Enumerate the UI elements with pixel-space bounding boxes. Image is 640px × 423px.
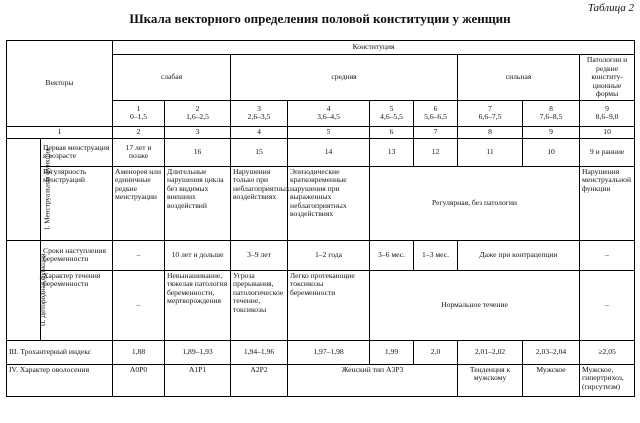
row-label-trochanteric: III. Трохантерный индекс <box>7 340 113 364</box>
table-cell: 1,99 <box>370 340 414 364</box>
table-cell-merged: Нормальное течение <box>370 270 580 340</box>
table-cell: Длительные нарушения цикла без видимых внешних воздействий <box>165 166 231 240</box>
table-cell: Угроза прерывания, патологическое течение, токсикозы <box>231 270 288 340</box>
table-cell: 9 и ранние <box>580 138 635 166</box>
table-cell: Легко протекающие токсикозы беременности <box>288 270 370 340</box>
table-cell: 2,01–2,02 <box>458 340 523 364</box>
table-cell: Мужское, гипертрихоз, (гирсутизм) <box>580 364 635 396</box>
table-cell-merged: Даже при контрацепции <box>458 240 580 270</box>
table-cell: 1,97–1,98 <box>288 340 370 364</box>
row-label-pregnancy-onset: Сроки наступления беременности <box>41 240 113 270</box>
col-header-2: 2 1,6–2,5 <box>165 100 231 126</box>
table-cell: 10 <box>523 138 580 166</box>
col-number: 8 <box>458 126 523 138</box>
table-cell: А1Р1 <box>165 364 231 396</box>
col-number: 3 <box>165 126 231 138</box>
col-header-1: 1 0–1,5 <box>113 100 165 126</box>
col-header-6: 6 5,6–6,5 <box>414 100 458 126</box>
col-number: 2 <box>113 126 165 138</box>
col-header-9: 9 8,6–9,0 <box>580 100 635 126</box>
col-number: 5 <box>288 126 370 138</box>
section-childbearing: II. Детородная функция <box>7 240 41 340</box>
table-cell: Тенденция к мужскому <box>458 364 523 396</box>
table-cell: 11 <box>458 138 523 166</box>
table-cell: Аменорея или единичные редкие менструации <box>113 166 165 240</box>
table-cell-merged: Женский тип А3Р3 <box>288 364 458 396</box>
col-number: 4 <box>231 126 288 138</box>
table-cell: – <box>580 270 635 340</box>
table-number: Таблица 2 <box>587 2 634 14</box>
table-cell: 1,94–1,96 <box>231 340 288 364</box>
table-cell: 2,03–2,04 <box>523 340 580 364</box>
col-number: 10 <box>580 126 635 138</box>
row-label-hair: IV. Характер оволосения <box>7 364 113 396</box>
table-cell: Мужское <box>523 364 580 396</box>
table-cell: ≥2,05 <box>580 340 635 364</box>
col-header-7: 7 6,6–7,5 <box>458 100 523 126</box>
table-cell: 10 лет и дольше <box>165 240 231 270</box>
table-cell: 1,88 <box>113 340 165 364</box>
table-cell: А0Р0 <box>113 364 165 396</box>
group-strong: сильная <box>458 55 580 101</box>
group-medium: средняя <box>231 55 458 101</box>
table-cell: 2,0 <box>414 340 458 364</box>
col-number: 9 <box>523 126 580 138</box>
col-number: 1 <box>7 126 113 138</box>
row-label-first-menstruation: Первая менструация в возрасте <box>41 138 113 166</box>
col-header-5: 5 4,6–5,5 <box>370 100 414 126</box>
table-cell: 3–9 лет <box>231 240 288 270</box>
table-cell: – <box>580 240 635 270</box>
vectors-header: Векторы <box>7 41 113 127</box>
row-label-pregnancy-course: Характер течения беременности <box>41 270 113 340</box>
table-cell: 13 <box>370 138 414 166</box>
table-cell: 1–3 мес. <box>414 240 458 270</box>
table-cell: 14 <box>288 138 370 166</box>
constitution-header: Конституция <box>113 41 635 55</box>
table-cell: Нарушения менструальной функции <box>580 166 635 240</box>
group-weak: слабая <box>113 55 231 101</box>
table-cell: А2Р2 <box>231 364 288 396</box>
table-cell: 1–2 года <box>288 240 370 270</box>
row-label-regularity: Регулярность менструаций <box>41 166 113 240</box>
table-cell: Эпизодические кратковременные нарушения при выраженных неблагоприятных воздействиях <box>288 166 370 240</box>
col-number: 6 <box>370 126 414 138</box>
col-header-3: 3 2,6–3,5 <box>231 100 288 126</box>
table-cell: 15 <box>231 138 288 166</box>
table-cell: 1,89–1,93 <box>165 340 231 364</box>
table-cell: 16 <box>165 138 231 166</box>
table-cell: – <box>113 270 165 340</box>
col-header-8: 8 7,6–8,5 <box>523 100 580 126</box>
table-cell: – <box>113 240 165 270</box>
group-pathology: Патологии и редкие конститу-ционные формы <box>580 55 635 101</box>
table-cell: Нарушения только при неблагоприятных воздействиях <box>231 166 288 240</box>
table-cell: 3–6 мес. <box>370 240 414 270</box>
table-cell: 12 <box>414 138 458 166</box>
table-cell: 17 лет и позже <box>113 138 165 166</box>
constitution-table <box>6 40 635 397</box>
page-title: Шкала векторного определения половой конституции у женщин <box>129 11 511 26</box>
col-header-4: 4 3,6–4,5 <box>288 100 370 126</box>
col-number: 7 <box>414 126 458 138</box>
section-menstrual: I. Менструальная функция <box>7 138 41 240</box>
table-cell-merged: Регулярная, без патологии <box>370 166 580 240</box>
table-cell: Невынашивание, тяжелая патология беременности, мертворождения <box>165 270 231 340</box>
